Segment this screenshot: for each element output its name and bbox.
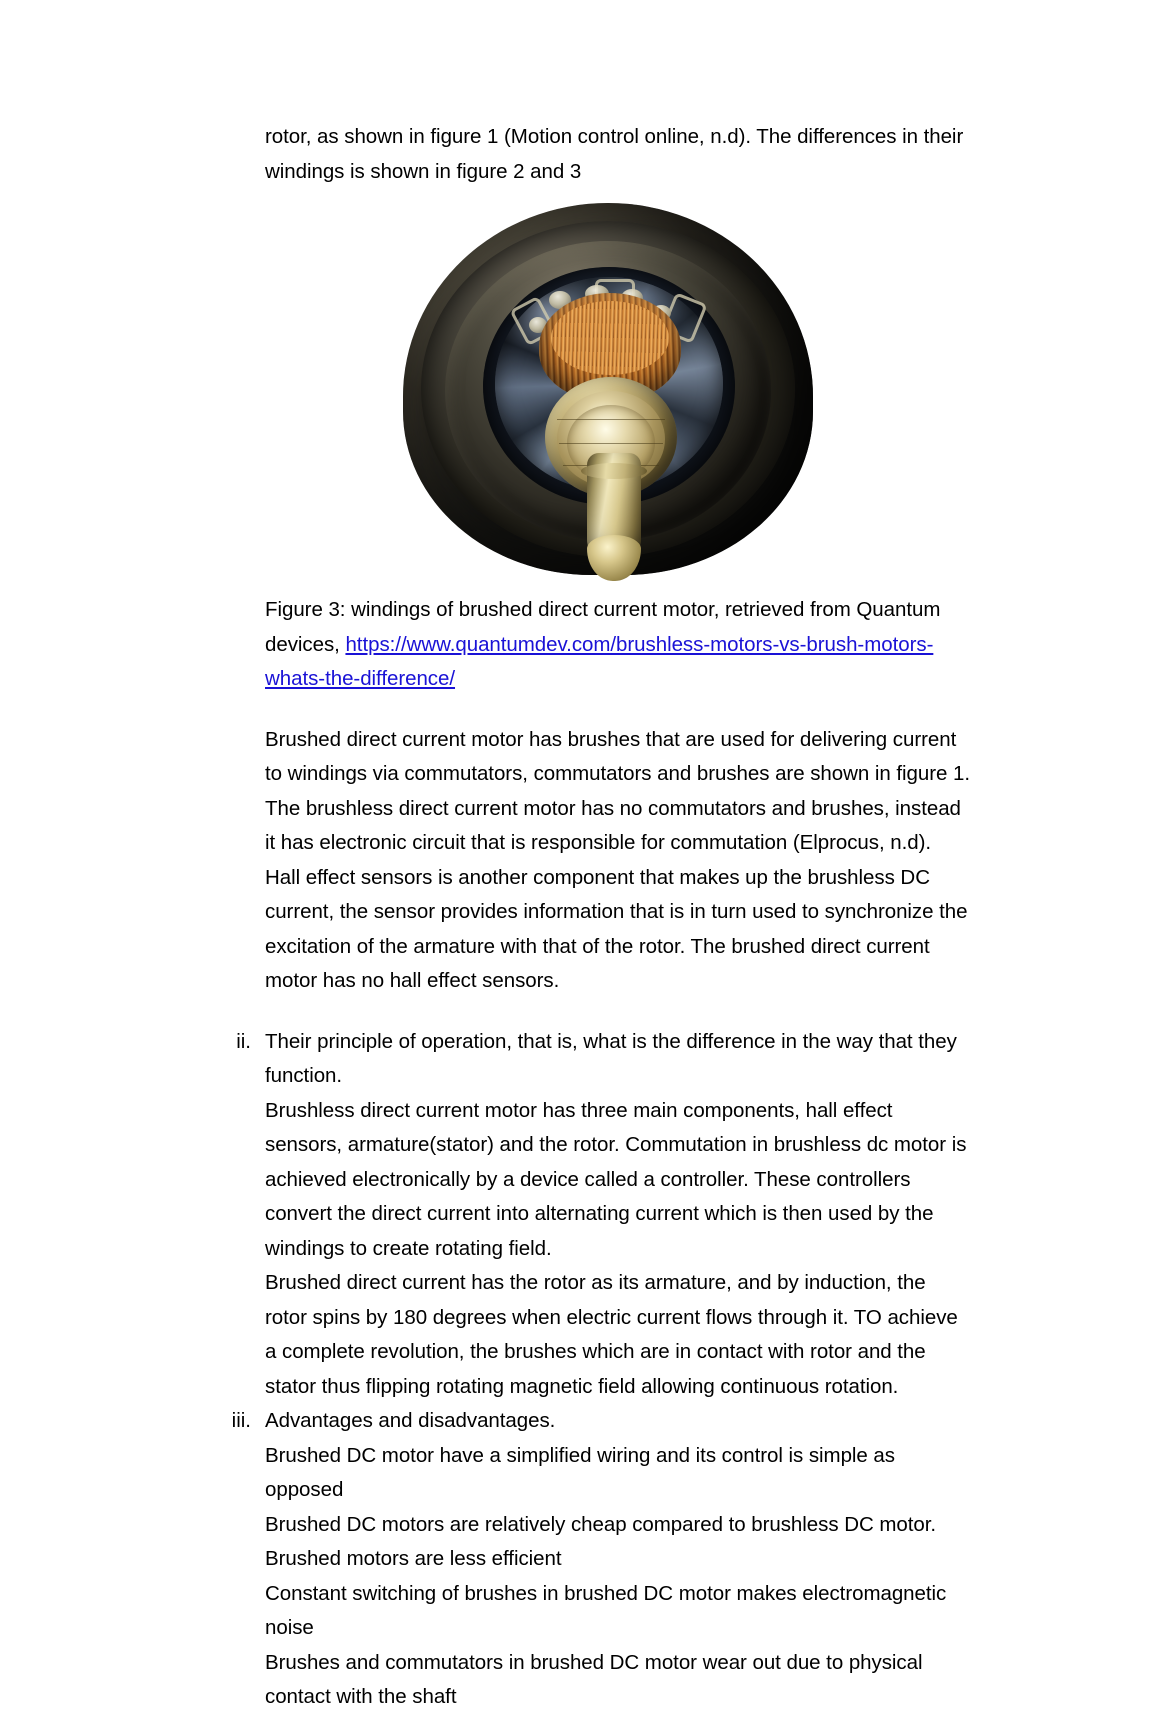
list-item-iii-heading: Advantages and disadvantages.	[265, 1409, 556, 1432]
list-item-ii-paragraph-1: Brushless direct current motor has three main components, hall effect sensors, armature(stator) and the rotor. Commutation in brushless dc motor is achieved electronically by a device called a controller. These controllers convert the direct current into alternating current which is then used by the windings to create rotating field.	[265, 1098, 967, 1260]
list-item-ii	[212, 1025, 972, 1405]
list-item-ii-heading: Their principle of operation, that is, what is the difference in the way that they function.	[265, 1029, 957, 1087]
page-content	[212, 120, 972, 1715]
motor-shaft-collar	[581, 463, 647, 479]
hub-groove-1	[557, 419, 665, 420]
list-item-ii-paragraph-2: Brushed direct current has the rotor as its armature, and by induction, the rotor spins by 180 degrees when electric current flows through it. TO achieve a complete revolution, the brushes which are in contact with rotor and the stator thus flipping rotating magnetic field allowing continuous rotation.	[265, 1271, 958, 1398]
body-paragraph-1: Brushed direct current motor has brushes that are used for delivering current to windings via commutators, commutators and brushes are shown in figure 1. The brushless direct current motor has no commutators and brushes, instead it has electronic circuit that is responsible for commutation (Elprocus, n.d).	[265, 727, 970, 854]
figure-caption-text: Figure 3: windings of brushed direct current motor, retrieved from Quantum devices,	[265, 598, 941, 656]
list-item-ii-body	[265, 1025, 972, 1405]
list-item-iii-paragraph-3: Brushed motors are less efficient	[265, 1547, 562, 1570]
list-item-iii-paragraph-2: Brushed DC motors are relatively cheap compared to brushless DC motor.	[265, 1512, 937, 1536]
figure-source-link[interactable]: https://www.quantumdev.com/brushless-motors-vs-brush-motors-whats-the-difference/	[265, 632, 934, 690]
list-item-iii-paragraph-5: Brushes and commutators in brushed DC motor wear out due to physical contact with the shaft	[265, 1650, 923, 1708]
list-item-iii-body	[265, 1404, 972, 1715]
body-paragraph-2: Hall effect sensors is another component that makes up the brushless DC current, the sensor provides information that is in turn used to synchronize the excitation of the armature with that of the rotor. The brushed direct current motor has no hall effect sensors.	[265, 865, 968, 992]
figure-block	[212, 205, 972, 583]
list-marker-ii: ii.	[236, 1029, 251, 1053]
list-item-iii	[212, 1404, 972, 1715]
figure-caption	[212, 593, 972, 697]
list-marker-iii: iii.	[231, 1409, 251, 1432]
motor-photo-stage	[399, 205, 817, 583]
hub-groove-2	[559, 443, 663, 444]
list-item-iii-paragraph-4: Constant switching of brushes in brushed DC motor makes electromagnetic noise	[265, 1581, 947, 1639]
list-item-iii-paragraph-1: Brushed DC motor have a simplified wiring and its control is simple as opposed	[265, 1443, 895, 1501]
intro-paragraph: rotor, as shown in figure 1 (Motion control online, n.d). The differences in their windings is shown in figure 2 and 3	[265, 125, 964, 183]
copper-windings-inner	[551, 301, 669, 375]
brushed-dc-motor-windings-photo	[399, 205, 817, 583]
caption-spacer	[212, 697, 972, 723]
list-spacer	[212, 999, 972, 1025]
